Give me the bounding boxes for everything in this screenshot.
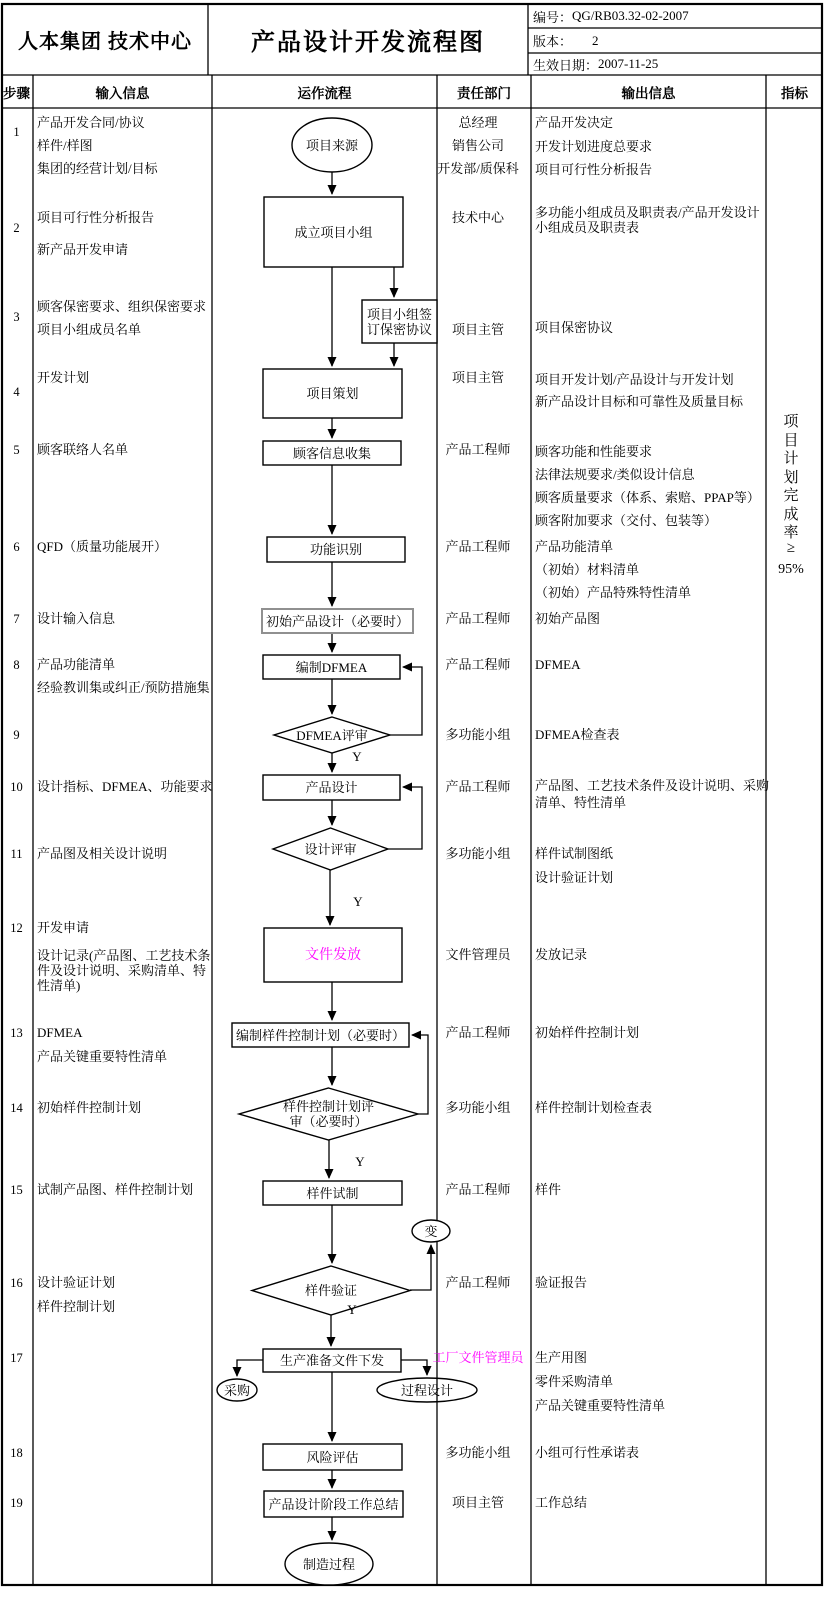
dept-text: 工厂文件管理员 <box>432 1350 524 1365</box>
input-text: 产品开发合同/协议 <box>37 115 145 130</box>
flow-node-label: 成立项目小组 <box>294 224 373 240</box>
output-text: 项目可行性分析报告 <box>535 162 653 177</box>
step-number: 5 <box>13 443 20 457</box>
branch-label: Y <box>353 894 363 909</box>
dept-text: 产品工程师 <box>445 657 511 672</box>
input-text: DFMEA <box>37 1025 83 1040</box>
dept-text: 项目主管 <box>451 1495 504 1510</box>
input-text: 设计验证计划 <box>37 1275 116 1290</box>
branch-label: Y <box>352 749 362 764</box>
column-header-step: 步骤 <box>3 85 30 101</box>
column-header-indicator: 指标 <box>781 85 808 101</box>
input-text: 样件/样图 <box>37 138 93 153</box>
dept-text: 多功能小组 <box>445 727 511 742</box>
step-number: 6 <box>13 540 20 554</box>
input-text: 初始样件控制计划 <box>37 1100 142 1115</box>
dept-text: 多功能小组 <box>445 846 511 861</box>
dept-text: 文件管理员 <box>445 947 511 962</box>
input-text: 产品图及相关设计说明 <box>37 846 168 861</box>
output-text: 样件 <box>535 1182 562 1197</box>
dept-text: 产品工程师 <box>445 1025 511 1040</box>
output-text: 工作总结 <box>535 1495 588 1510</box>
column-header-flow: 运作流程 <box>297 85 352 101</box>
flow-node-label: 项目来源 <box>305 137 358 153</box>
org-title: 人本集团 技术中心 <box>18 31 192 53</box>
doc-number-row <box>533 4 821 28</box>
flow-node-label: 顾客信息收集 <box>292 445 371 461</box>
output-text: 样件试制图纸 <box>535 846 614 861</box>
flow-node-label: 采购 <box>223 1382 250 1398</box>
step-number: 10 <box>10 780 23 794</box>
indicator-vertical-text: 项目计划完成率 <box>783 414 799 541</box>
step-number: 12 <box>10 921 23 935</box>
step-number: 14 <box>10 1101 23 1115</box>
input-text: 试制产品图、样件控制计划 <box>37 1182 194 1197</box>
version-row <box>533 28 821 53</box>
flow-node-label: 编制样件控制计划（必要时） <box>235 1027 405 1043</box>
input-text: 设计记录(产品图、工艺技术条件及设计说明、采购清单、特性清单) <box>37 948 211 993</box>
output-text: 产品功能清单 <box>535 539 614 554</box>
output-text: DFMEA检查表 <box>535 727 620 742</box>
flow-node-label: 过程设计 <box>400 1382 453 1398</box>
step-number: 15 <box>10 1183 23 1197</box>
output-text: 项目保密协议 <box>535 320 614 335</box>
output-text: 发放记录 <box>535 947 588 962</box>
branch-label: Y <box>347 1302 357 1317</box>
flow-node-label: 样件试制 <box>306 1185 359 1201</box>
dept-text: 项目主管 <box>451 370 504 385</box>
flow-node-label: 初始产品设计（必要时） <box>265 613 409 629</box>
dept-text: 产品工程师 <box>445 611 511 626</box>
output-text: 产品开发决定 <box>535 115 614 130</box>
step-number: 4 <box>13 385 20 399</box>
input-text: 经验教训集或纠正/预防措施集 <box>37 680 210 695</box>
input-text: 顾客保密要求、组织保密要求 <box>37 299 207 314</box>
step-number: 17 <box>10 1351 23 1365</box>
step-number: 7 <box>13 612 20 626</box>
output-text: （初始）产品特殊特性清单 <box>535 585 692 600</box>
flow-node-label: DFMEA评审 <box>296 727 368 743</box>
output-text: 初始样件控制计划 <box>535 1025 640 1040</box>
doc-number-value: QG/RB03.32-02-2007 <box>572 8 689 23</box>
output-text: 生产用图 <box>535 1350 588 1365</box>
output-text: 多功能小组成员及职责表/产品开发设计小组成员及职责表 <box>535 205 760 235</box>
output-text: （初始）材料清单 <box>535 562 640 577</box>
output-text: 产品图、工艺技术条件及设计说明、采购清单、特性清单 <box>535 778 770 810</box>
indicator-operator: ≥ <box>786 540 796 556</box>
flow-arrow <box>237 1360 263 1376</box>
flow-node-label: 样件验证 <box>304 1283 357 1298</box>
input-text: 产品功能清单 <box>37 657 116 672</box>
dept-text: 产品工程师 <box>445 442 511 457</box>
dept-text: 产品工程师 <box>445 539 511 554</box>
flow-node-label: 项目策划 <box>306 386 359 401</box>
dept-text: 项目主管 <box>451 322 504 337</box>
doc-title: 产品设计开发流程图 <box>251 30 485 56</box>
dept-text: 产品工程师 <box>445 1275 511 1290</box>
output-text: 验证报告 <box>535 1275 588 1290</box>
input-text: 样件控制计划 <box>37 1299 116 1314</box>
step-number: 3 <box>13 310 20 324</box>
branch-label: Y <box>355 1154 365 1169</box>
dept-text: 销售公司 <box>451 138 504 153</box>
input-text: QFD（质量功能展开） <box>37 539 168 554</box>
step-number: 11 <box>10 847 23 861</box>
flow-node-label: 生产准备文件下发 <box>279 1353 384 1368</box>
doc-number-label: 编号： <box>533 9 573 25</box>
output-text: 开发计划进度总要求 <box>535 139 653 154</box>
effective-date-row <box>533 53 821 75</box>
step-number: 8 <box>13 658 20 672</box>
flow-node-label: 编制DFMEA <box>295 659 368 675</box>
input-text: 新产品开发申请 <box>37 242 129 257</box>
input-text: 项目可行性分析报告 <box>37 210 155 225</box>
version-value: 2 <box>592 32 599 48</box>
output-text: 设计验证计划 <box>535 870 614 885</box>
output-text: 法律法规要求/类似设计信息 <box>535 467 695 482</box>
flow-node-label: 产品设计阶段工作总结 <box>268 1496 399 1512</box>
step-number: 1 <box>13 125 20 139</box>
input-text: 产品关键重要特性清单 <box>37 1049 168 1064</box>
effective-date-label: 生效日期： <box>533 57 599 73</box>
step-number: 16 <box>10 1276 23 1290</box>
flow-arrow <box>401 1360 427 1375</box>
flow-node-label: 产品设计 <box>305 780 358 795</box>
output-text: 初始产品图 <box>535 611 601 626</box>
input-text: 顾客联络人名单 <box>37 442 129 457</box>
flow-node-label: 变 <box>424 1223 438 1239</box>
input-text: 设计指标、DFMEA、功能要求 <box>37 779 213 794</box>
output-text: 顾客质量要求（体系、索赔、PPAP等） <box>535 490 760 505</box>
column-header-dept: 责任部门 <box>457 85 511 101</box>
input-text: 集团的经营计划/目标 <box>37 161 158 176</box>
dept-text: 多功能小组 <box>445 1100 511 1115</box>
output-text: DFMEA <box>535 657 581 672</box>
effective-date-value: 2007-11-25 <box>598 56 659 71</box>
flow-node-label: 功能识别 <box>309 542 362 557</box>
flow-node-label: 风险评估 <box>306 1449 359 1465</box>
input-text: 设计输入信息 <box>37 611 116 626</box>
output-text: 小组可行性承诺表 <box>535 1445 640 1460</box>
dept-text: 技术中心 <box>451 210 504 225</box>
step-number: 13 <box>10 1026 23 1040</box>
dept-text: 多功能小组 <box>445 1445 511 1460</box>
dept-text: 产品工程师 <box>445 779 511 794</box>
flow-node-label: 文件发放 <box>305 947 361 963</box>
indicator-value: 95% <box>778 562 804 577</box>
step-number: 19 <box>10 1496 23 1510</box>
dept-text: 产品工程师 <box>445 1182 511 1197</box>
output-text: 顾客功能和性能要求 <box>535 444 653 459</box>
dept-text: 开发部/质保科 <box>437 161 519 176</box>
output-text: 产品关键重要特性清单 <box>535 1398 666 1413</box>
column-header-output: 输出信息 <box>621 85 676 101</box>
output-text: 新产品设计目标和可靠性及质量目标 <box>535 394 744 409</box>
output-text: 项目开发计划/产品设计与开发计划 <box>535 372 734 387</box>
column-header-input: 输入信息 <box>95 85 150 101</box>
step-number: 9 <box>13 728 20 742</box>
input-text: 开发申请 <box>37 920 90 935</box>
flow-node-label: 样件控制计划评审（必要时） <box>282 1099 374 1129</box>
flow-node-label: 制造过程 <box>302 1556 355 1572</box>
flow-node-label: 设计评审 <box>304 841 357 857</box>
step-number: 2 <box>13 221 20 235</box>
flow-node-label: 项目小组签订保密协议 <box>366 306 432 337</box>
version-label: 版本： <box>533 34 573 49</box>
step-number: 18 <box>10 1446 23 1460</box>
output-text: 样件控制计划检查表 <box>535 1100 653 1115</box>
output-text: 零件采购清单 <box>535 1374 614 1389</box>
input-text: 开发计划 <box>37 370 90 385</box>
output-text: 顾客附加要求（交付、包装等） <box>535 513 718 528</box>
dept-text: 总经理 <box>458 115 498 130</box>
input-text: 项目小组成员名单 <box>37 322 142 337</box>
